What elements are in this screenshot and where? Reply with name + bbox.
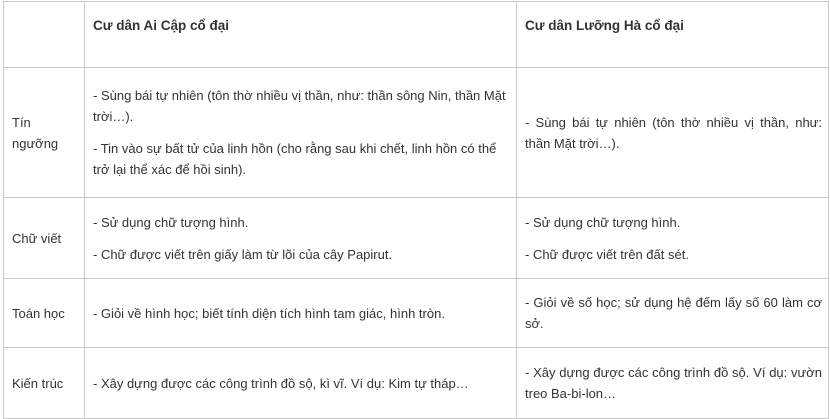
mesopotamia-writing-item-2: - Chữ được viết trên đất sét. bbox=[525, 246, 689, 262]
mesopotamia-cell-math bbox=[517, 279, 829, 348]
mesopotamia-math-item-1: - Giỏi về số học; sử dụng hệ đếm lấy số 60 làm cơ sở. bbox=[525, 295, 822, 331]
mesopotamia-cell-beliefs bbox=[517, 68, 829, 198]
egypt-cell-math bbox=[85, 279, 517, 348]
header-cell-empty bbox=[4, 2, 85, 68]
table-row-beliefs bbox=[4, 68, 829, 198]
mesopotamia-cell-writing bbox=[517, 198, 829, 279]
header-cell-egypt: Cư dân Ai Cập cổ đại bbox=[85, 2, 517, 68]
egypt-beliefs-item-2: - Tin vào sự bất tử của linh hồn (cho rằng sau khi chết, linh hồn có thể trở lại thể xác để hồi sinh). bbox=[93, 141, 497, 177]
egypt-beliefs-item-1: - Sùng bái tự nhiên (tôn thờ nhiều vị thần, như: thần sông Nin, thần Mặt trời…). bbox=[93, 88, 506, 124]
table-row-writing bbox=[4, 198, 829, 279]
egypt-math-item-1: - Giỏi về hình học; biết tính diện tích hình tam giác, hình tròn. bbox=[93, 305, 445, 321]
row-label-architecture: Kiến trúc bbox=[4, 348, 85, 419]
header-cell-mesopotamia: Cư dân Lưỡng Hà cổ đại bbox=[517, 2, 829, 68]
mesopotamia-architecture-item-1: - Xây dựng được các công trình đồ sộ. Ví dụ: vườn treo Ba-bi-lon… bbox=[525, 365, 822, 401]
egypt-architecture-item-1: - Xây dựng được các công trình đồ sộ, kì vĩ. Ví dụ: Kim tự tháp… bbox=[93, 375, 469, 391]
egypt-writing-item-2: - Chữ được viết trên giấy làm từ lõi của cây Papirut. bbox=[93, 246, 393, 262]
egypt-cell-writing bbox=[85, 198, 517, 279]
row-label-writing: Chữ viết bbox=[4, 198, 85, 279]
table-row-math bbox=[4, 279, 829, 348]
table-row-architecture bbox=[4, 348, 829, 419]
egypt-cell-architecture bbox=[85, 348, 517, 419]
header-row bbox=[4, 2, 829, 68]
egypt-cell-beliefs bbox=[85, 68, 517, 198]
comparison-table bbox=[3, 1, 829, 419]
egypt-writing-item-1: - Sử dụng chữ tượng hình. bbox=[93, 214, 249, 230]
mesopotamia-cell-architecture bbox=[517, 348, 829, 419]
mesopotamia-writing-item-1: - Sử dụng chữ tượng hình. bbox=[525, 214, 681, 230]
mesopotamia-beliefs-item-1: - Sùng bái tự nhiên (tôn thờ nhiều vị thần, như: thần Mặt trời…). bbox=[525, 114, 822, 151]
row-label-beliefs: Tín ngưỡng bbox=[4, 68, 85, 198]
row-label-math: Toán học bbox=[4, 279, 85, 348]
